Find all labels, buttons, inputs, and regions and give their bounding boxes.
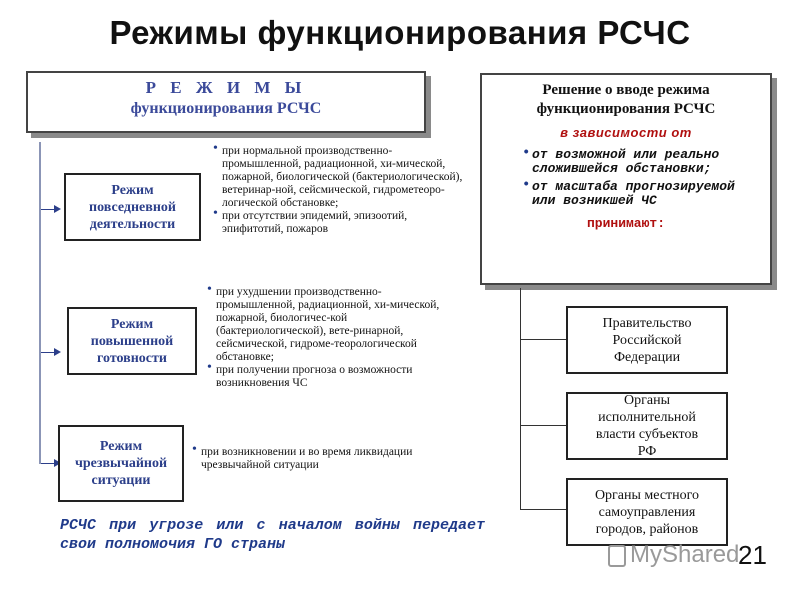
- organ-box-government: [566, 306, 728, 374]
- bullet-icon: •: [522, 145, 531, 161]
- organ-label: Органы исполнительной власти субъектов РФ: [595, 393, 699, 459]
- mode-box-emergency: [58, 425, 184, 502]
- mode-name: Режим повышенной готовности: [90, 316, 174, 366]
- watermark-text: MyShared: [630, 541, 740, 568]
- mode-description-high-alert: [207, 282, 458, 390]
- description-item: • при ухудшении производственно-промышленной, радиационной, хи-мической, пожарной, биологичес-кой (бактериологической), вете-ринарной, сейсмической, гидроме-теорологической обстановке;: [207, 282, 440, 363]
- page-title: Режимы функционирования РСЧС: [109, 14, 691, 51]
- right-connector-branch-3: [520, 509, 566, 510]
- description-item: • при получении прогноза о возможности возникновения ЧС: [207, 360, 413, 389]
- modes-header-line1: Р Е Ж И М Ы: [145, 78, 307, 97]
- arrow-icon: [54, 205, 61, 213]
- decision-item: • от масштаба прогнозируемой или возникшей ЧС: [522, 177, 735, 208]
- decision-item: • от возможной или реально сложившейся обстановки;: [522, 145, 720, 176]
- description-item: • при отсутствии эпидемий, эпизоотий, эпифитотий, пожаров: [213, 206, 408, 235]
- bullet-icon: •: [207, 282, 212, 297]
- mode-box-high-alert: [67, 307, 197, 375]
- watermark-icon: [608, 545, 626, 567]
- decision-accept: принимают:: [586, 216, 665, 231]
- page-number: 21: [738, 540, 767, 570]
- bullet-icon: •: [207, 360, 212, 375]
- watermark: [608, 541, 739, 569]
- bullet-icon: •: [522, 177, 531, 193]
- organ-label: Правительство Российской Федерации: [602, 315, 692, 365]
- organ-box-local: [566, 478, 728, 546]
- description-item: • при нормальной производственно-промышленной, радиационной, хи-мической, пожарной, биологической (бактериологической), ветеринар-ной, сейсмической, гидрометеоро-логической обстановке;: [213, 141, 463, 209]
- right-connector-branch-1: [520, 339, 566, 340]
- decision-depends: в зависимости от: [560, 125, 692, 140]
- right-vertical-connector: [520, 288, 521, 510]
- right-connector-branch-2: [520, 425, 566, 426]
- mode-description-emergency: [192, 442, 425, 472]
- description-item: • при возникновении и во время ликвидации чрезвычайной ситуации: [192, 442, 413, 471]
- mode-name: Режим чрезвычайной ситуации: [74, 439, 168, 488]
- bottom-note: РСЧС при угрозе или с началом войны передает свои полномочия ГО страны: [60, 517, 485, 553]
- decision-title: Решение о вводе режима функционирования РСЧС: [536, 82, 716, 117]
- bullet-icon: •: [213, 141, 218, 156]
- mode-box-daily: [64, 173, 201, 241]
- modes-header-line2: функционирования РСЧС: [130, 100, 322, 117]
- left-vertical-connector: [39, 142, 41, 464]
- mode-description-daily: [213, 141, 466, 236]
- mode-name: Режим повседневной деятельности: [89, 182, 176, 232]
- arrow-icon: [54, 348, 61, 356]
- organ-label: Органы местного самоуправления городов, районов: [594, 487, 700, 537]
- organ-box-regional: [566, 392, 728, 460]
- modes-header-box: [26, 71, 426, 133]
- bullet-icon: •: [213, 206, 218, 221]
- decision-box: [480, 73, 772, 285]
- bullet-icon: •: [192, 442, 197, 457]
